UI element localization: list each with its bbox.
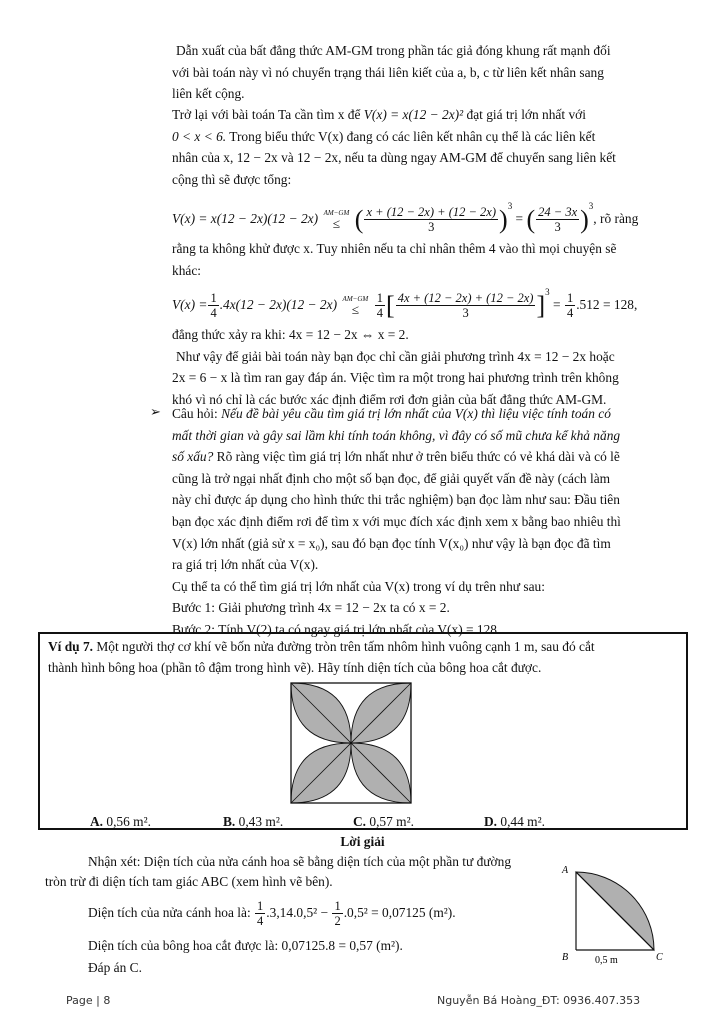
option-a[interactable]	[90, 814, 151, 830]
option-key: D.	[484, 814, 498, 829]
text-line	[172, 126, 662, 148]
page-number: Page | 8	[66, 994, 111, 1007]
am-gm-inequality	[321, 209, 351, 231]
operator: ≤	[351, 301, 360, 317]
solution-title: Lời giải	[340, 834, 385, 849]
denominator: 3	[428, 220, 435, 235]
denominator: 4	[376, 306, 384, 321]
text-line: tròn trừ đi diện tích tam giác ABC (xem hình vẽ bên).	[45, 874, 333, 889]
operator: ≤	[332, 215, 341, 231]
bracket-close: ]	[536, 291, 546, 321]
operator: =	[515, 211, 524, 226]
text-line: Diện tích của bông hoa cắt được là: 0,07125.8 = 0,57 (m²).	[88, 938, 403, 953]
option-value: 0,43 m².	[238, 814, 284, 829]
paren-close: )	[580, 205, 589, 235]
point-c-label: C	[656, 952, 663, 963]
numerator: 1	[376, 291, 384, 306]
label: AM−GM	[323, 208, 350, 217]
text: .0,5² = 0,07125 (m²).	[343, 905, 456, 920]
fraction	[565, 291, 575, 320]
text-line: nhân của x, 12 − 2x và 12 − 2x, nếu ta dùng ngay AM-GM để chuyển sang liên kết	[172, 150, 616, 166]
operator: =	[553, 297, 561, 312]
formula: V(x) = x(12 − 2x)(12 − 2x)	[172, 211, 319, 226]
text-line	[172, 403, 662, 425]
text: Nếu đề bài yêu cầu tìm giá trị lớn nhất của V(x) thì liệu việc tính toán có	[221, 406, 611, 421]
option-value: 0,57 m².	[369, 814, 414, 829]
equation-am-gm-1	[172, 196, 662, 236]
text-line	[172, 425, 662, 447]
numerator: 24 − 3x	[538, 205, 578, 220]
numerator: 1	[257, 899, 264, 914]
text-line: cộng thì sẽ được tổng:	[172, 171, 292, 187]
quarter-circle-figure	[558, 862, 668, 972]
author-contact: Nguyễn Bá Hoàng_ĐT: 0936.407.353	[437, 994, 641, 1007]
text: , rõ ràng	[593, 211, 639, 226]
fraction	[208, 291, 218, 320]
intro-paragraph	[172, 40, 662, 105]
text: Một người thợ cơ khí vẽ bốn nửa đường tròn trên tấm nhôm hình vuông cạnh 1 m, sau đó cắt	[93, 639, 595, 654]
text: đạt giá trị lớn nhất với	[466, 107, 586, 122]
text-line: cũng là trở ngại nhất định cho một số bạn đọc, để giải quyết vấn đề này (cách làm	[172, 470, 611, 486]
option-c[interactable]	[353, 814, 414, 830]
text-line: bạn đọc xác định điểm rơi để tìm x với mục đích xác định xem x bằng bao nhiêu thì	[172, 513, 621, 529]
point-b-label: B	[562, 952, 569, 963]
petal-area-line	[88, 896, 456, 930]
text: Diện tích của nửa cánh hoa là:	[88, 905, 251, 920]
denominator: 3	[554, 220, 561, 235]
text: Rõ ràng việc tìm giá trị lớn nhất như ở trên biểu thức có vẻ khá dài và có lẽ	[213, 449, 620, 465]
exponent: 3	[507, 201, 513, 211]
question-paragraph	[172, 403, 662, 641]
am-gm-inequality	[340, 295, 370, 317]
equation-am-gm-2	[172, 282, 662, 322]
label: AM−GM	[342, 294, 369, 303]
text: Trong biểu thức V(x) đang có các liên kết nhân cụ thể là các liên kết	[229, 128, 596, 144]
arrow-bullet-icon: ➢	[150, 404, 161, 419]
formula: V(x) =	[172, 297, 208, 312]
denominator: 4	[210, 306, 217, 321]
numerator: 1	[210, 291, 217, 306]
length-label: 0,5 m	[595, 955, 618, 966]
text-line: Dẫn xuất của bất đẳng thức AM-GM trong phần tác giả đóng khung rất mạnh đối	[176, 43, 611, 58]
example-box	[38, 632, 688, 830]
text: mất thời gian và gây sai lầm khi tính toán không, vì đây có số mũ chưa kể khả năng	[172, 427, 621, 443]
example-statement	[48, 636, 680, 678]
numerator: 1	[334, 899, 341, 914]
paragraph	[172, 238, 662, 281]
text-line: khó vì nó chỉ là các bước xác định điểm rơi đơn giản của bất đẳng thức AM-GM.	[172, 391, 607, 407]
option-key: A.	[90, 814, 104, 829]
text-line: Nhận xét: Diện tích của nửa cánh hoa sẽ bằng diện tích của một phần tư đường	[88, 854, 512, 869]
formula: .4x(12 − 2x)(12 − 2x)	[219, 297, 338, 312]
problem-paragraph	[172, 104, 662, 190]
text-line	[172, 446, 662, 468]
flower-figure	[288, 680, 414, 810]
example-label: Ví dụ 7.	[48, 639, 94, 654]
text-line: này chỉ được áp dụng cho hình thức thi trắc nghiệm) bạn đọc làm như sau: Đầu tiên	[172, 492, 620, 508]
text-line: Bước 1: Giải phương trình 4x = 12 − 2x ta có x = 2.	[172, 600, 450, 616]
text: số xấu?	[172, 449, 214, 465]
text-line: liên kết cộng.	[172, 86, 245, 102]
denominator: 2	[334, 914, 341, 929]
text: Trở lại với bài toán Ta cần tìm x để	[172, 107, 361, 122]
fraction	[255, 899, 265, 928]
denominator: 4	[257, 914, 264, 929]
text: Câu hỏi:	[172, 406, 222, 421]
numerator: x + (12 − 2x) + (12 − 2x)	[366, 205, 497, 220]
text-line: Cụ thể ta có thể tìm giá trị lớn nhất của V(x) trong ví dụ trên như sau:	[172, 578, 545, 594]
option-value: 0,56 m².	[106, 814, 151, 829]
formula: V(x) = x(12 − 2x)²	[363, 107, 464, 122]
text-line: Như vậy để giải bài toán này bạn đọc chỉ cần giải phương trình 4x = 12 − 2x hoặc	[176, 348, 615, 364]
text: .3,14.0,5² −	[266, 905, 329, 920]
answer-line: Đáp án C.	[88, 960, 142, 975]
text-line: rằng ta không khử được x. Tuy nhiên nếu ta chỉ nhân thêm 4 vào thì mọi chuyện sẽ	[172, 241, 617, 256]
text-line: Bước 2: Tính V(2) ta có ngay giá trị lớn nhất của V(x) = 128.	[172, 621, 501, 637]
exponent: 3	[545, 287, 550, 297]
text-line: V(x) lớn nhất (giả sử x = x₀), sau đó bạn đọc tính V(x₀) như vậy là bạn đọc đã tìm	[172, 535, 611, 551]
paren-open: (	[354, 205, 364, 235]
exponent: 3	[588, 201, 594, 211]
option-b[interactable]	[223, 814, 283, 830]
text-line: ra giá trị lớn nhất của V(x).	[172, 557, 319, 573]
paragraph	[172, 324, 662, 410]
fraction	[364, 205, 498, 234]
text-line	[172, 104, 662, 126]
text: thành hình bông hoa (phần tô đậm trong hình vẽ). Hãy tính diện tích của bông hoa cắt được.	[48, 660, 542, 675]
numerator: 4x + (12 − 2x) + (12 − 2x)	[397, 291, 534, 306]
fraction	[396, 291, 536, 320]
text-line: với bài toán này vì nó chuyển trạng thái liên kiết của a, b, c từ liên kết nhân sang	[172, 64, 604, 80]
option-key: B.	[223, 814, 236, 829]
denominator: 3	[462, 306, 469, 321]
text-line: khác:	[172, 262, 201, 278]
option-key: C.	[353, 814, 367, 829]
fraction	[332, 899, 342, 928]
denominator: 4	[566, 306, 574, 321]
option-value: 0,44 m².	[500, 814, 545, 829]
bracket-open: [	[386, 291, 395, 321]
fraction	[375, 291, 385, 320]
paren-close: )	[499, 205, 508, 235]
text: .512 = 128,	[576, 297, 638, 312]
text-line: đẳng thức xảy ra khi: 4x = 12 − 2x ⇔ x = 2.	[172, 327, 409, 342]
numerator: 1	[566, 291, 574, 306]
paren-open: (	[526, 205, 536, 235]
text-line: 2x = 6 − x là tìm ran gay đáp án. Việc tìm ra một trong hai phương trình trên không	[172, 370, 619, 386]
option-d[interactable]	[484, 814, 545, 830]
point-a-label: A	[562, 865, 569, 876]
formula: 0 < x < 6.	[172, 128, 227, 144]
fraction	[536, 205, 579, 234]
